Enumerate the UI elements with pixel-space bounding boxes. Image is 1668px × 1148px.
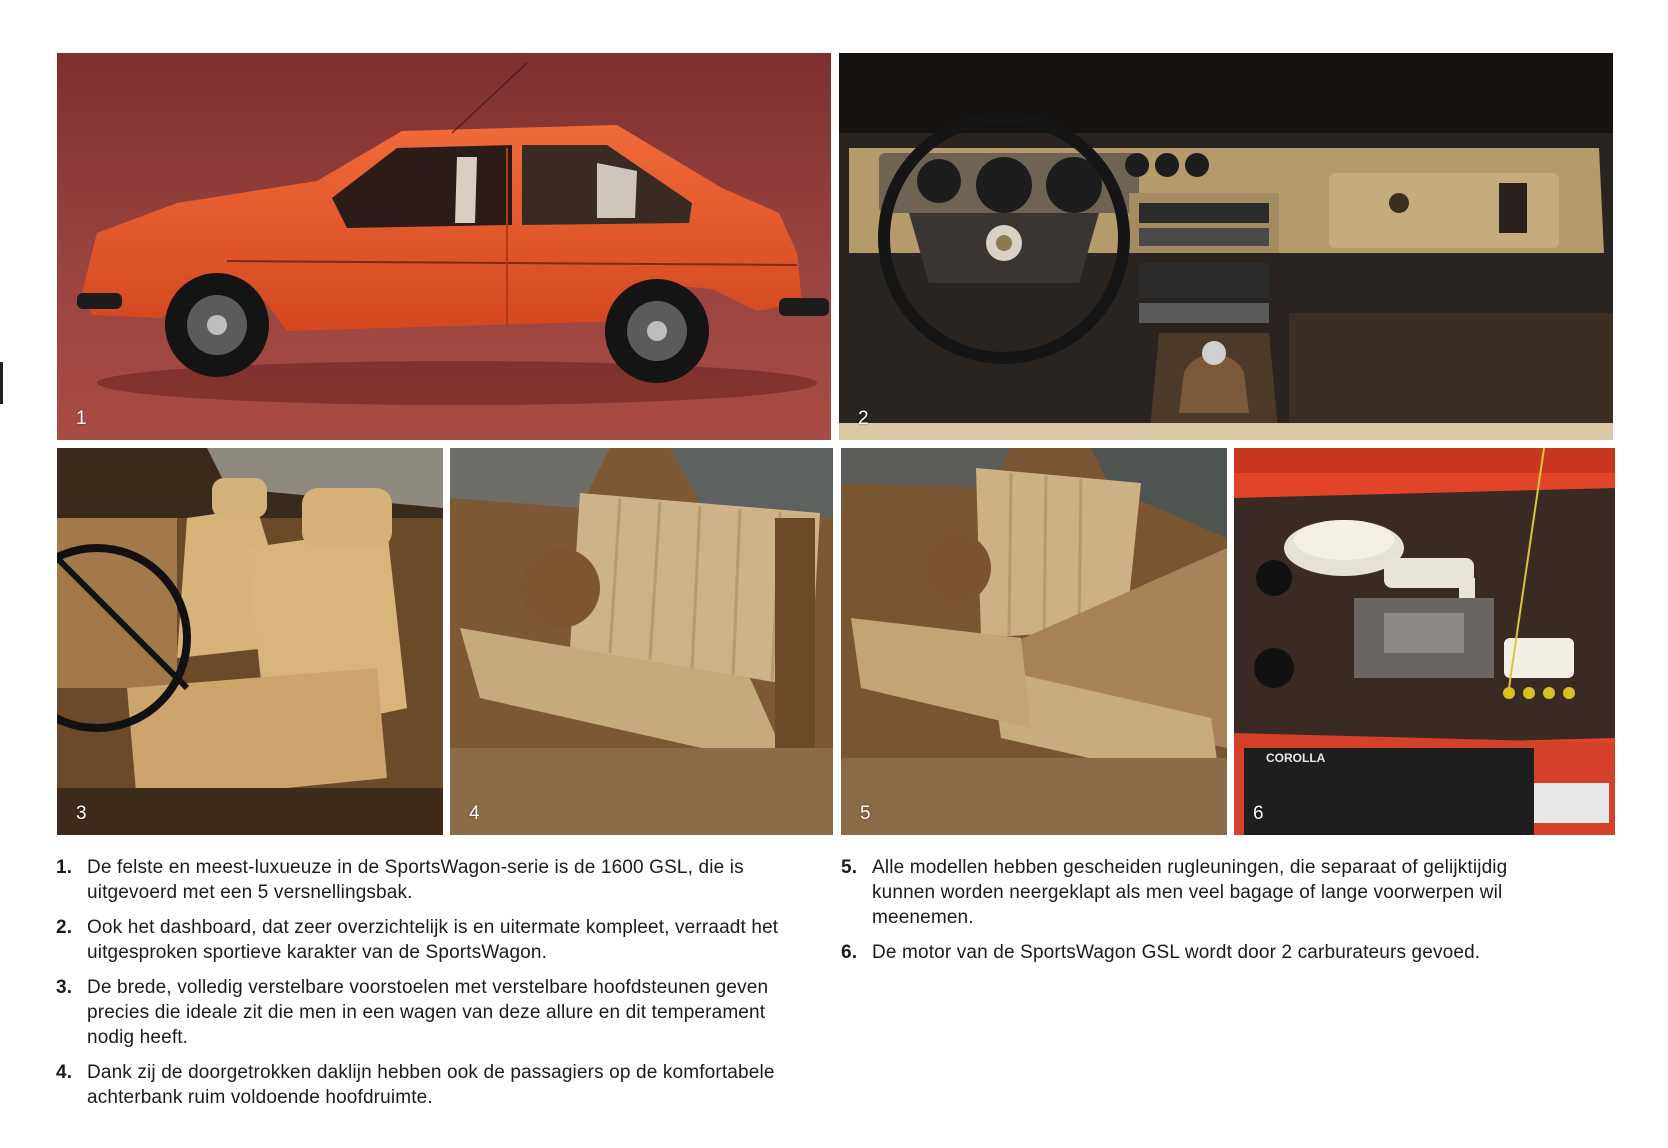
caption-text: De brede, volledig verstelbare voorstoelen met verstelbare hoofdsteunen geven precies die ideale zit die men in een wagen van deze allure en dit temperament nodig heeft. bbox=[87, 977, 769, 1048]
caption-item bbox=[56, 975, 816, 1050]
photo-number: 4 bbox=[469, 803, 480, 824]
photo-number: 3 bbox=[76, 803, 87, 824]
captions-right-column bbox=[841, 855, 1561, 975]
caption-item bbox=[56, 855, 816, 905]
caption-number: 5. bbox=[841, 857, 858, 878]
dashboard-icon bbox=[839, 53, 1613, 440]
photo-folded-seat bbox=[841, 448, 1227, 835]
photo-front-seats bbox=[57, 448, 443, 835]
caption-text: De felste en meest-luxueuze in de SportsWagon-serie is de 1600 GSL, die is uitgevoerd met een 5 versnellingsbak. bbox=[87, 857, 744, 903]
caption-item bbox=[841, 940, 1561, 965]
captions-left-column bbox=[56, 855, 816, 1120]
caption-text: Alle modellen hebben gescheiden rugleuningen, die separaat of gelijktijdig kunnen worden neergeklapt als men veel bagage of lange voorwerpen wil meenemen. bbox=[872, 857, 1508, 928]
folded-seat-icon bbox=[841, 448, 1227, 835]
photo-dashboard bbox=[839, 53, 1613, 440]
caption-text: De motor van de SportsWagon GSL wordt door 2 carburateurs gevoed. bbox=[872, 942, 1481, 963]
caption-item bbox=[841, 855, 1561, 930]
front-seats-icon bbox=[57, 448, 443, 835]
photo-number: 2 bbox=[858, 408, 869, 429]
caption-number: 3. bbox=[56, 977, 73, 998]
caption-number: 1. bbox=[56, 857, 73, 878]
photo-number: 1 bbox=[76, 408, 87, 429]
rear-bench-icon bbox=[450, 448, 833, 835]
binder-mark bbox=[0, 362, 3, 404]
caption-item bbox=[56, 1060, 816, 1110]
photo-number: 6 bbox=[1253, 803, 1264, 824]
photo-engine-bay bbox=[1234, 448, 1615, 835]
photo-car-side-view bbox=[57, 53, 831, 440]
caption-text: Ook het dashboard, dat zeer overzichtelijk is en uitermate kompleet, verraadt het uitgesproken sportieve karakter van de SportsWagon. bbox=[87, 917, 779, 963]
caption-text: Dank zij de doorgetrokken daklijn hebben ook de passagiers op de komfortabele achterbank ruim voldoende hoofdruimte. bbox=[87, 1062, 775, 1108]
grille-badge: COROLLA bbox=[1266, 751, 1326, 765]
caption-number: 2. bbox=[56, 917, 73, 938]
photo-number: 5 bbox=[860, 803, 871, 824]
caption-number: 4. bbox=[56, 1062, 73, 1083]
photo-rear-bench bbox=[450, 448, 833, 835]
engine-bay-icon bbox=[1234, 448, 1615, 835]
red-hatchback-icon bbox=[57, 53, 831, 440]
caption-item bbox=[56, 915, 816, 965]
caption-number: 6. bbox=[841, 942, 858, 963]
